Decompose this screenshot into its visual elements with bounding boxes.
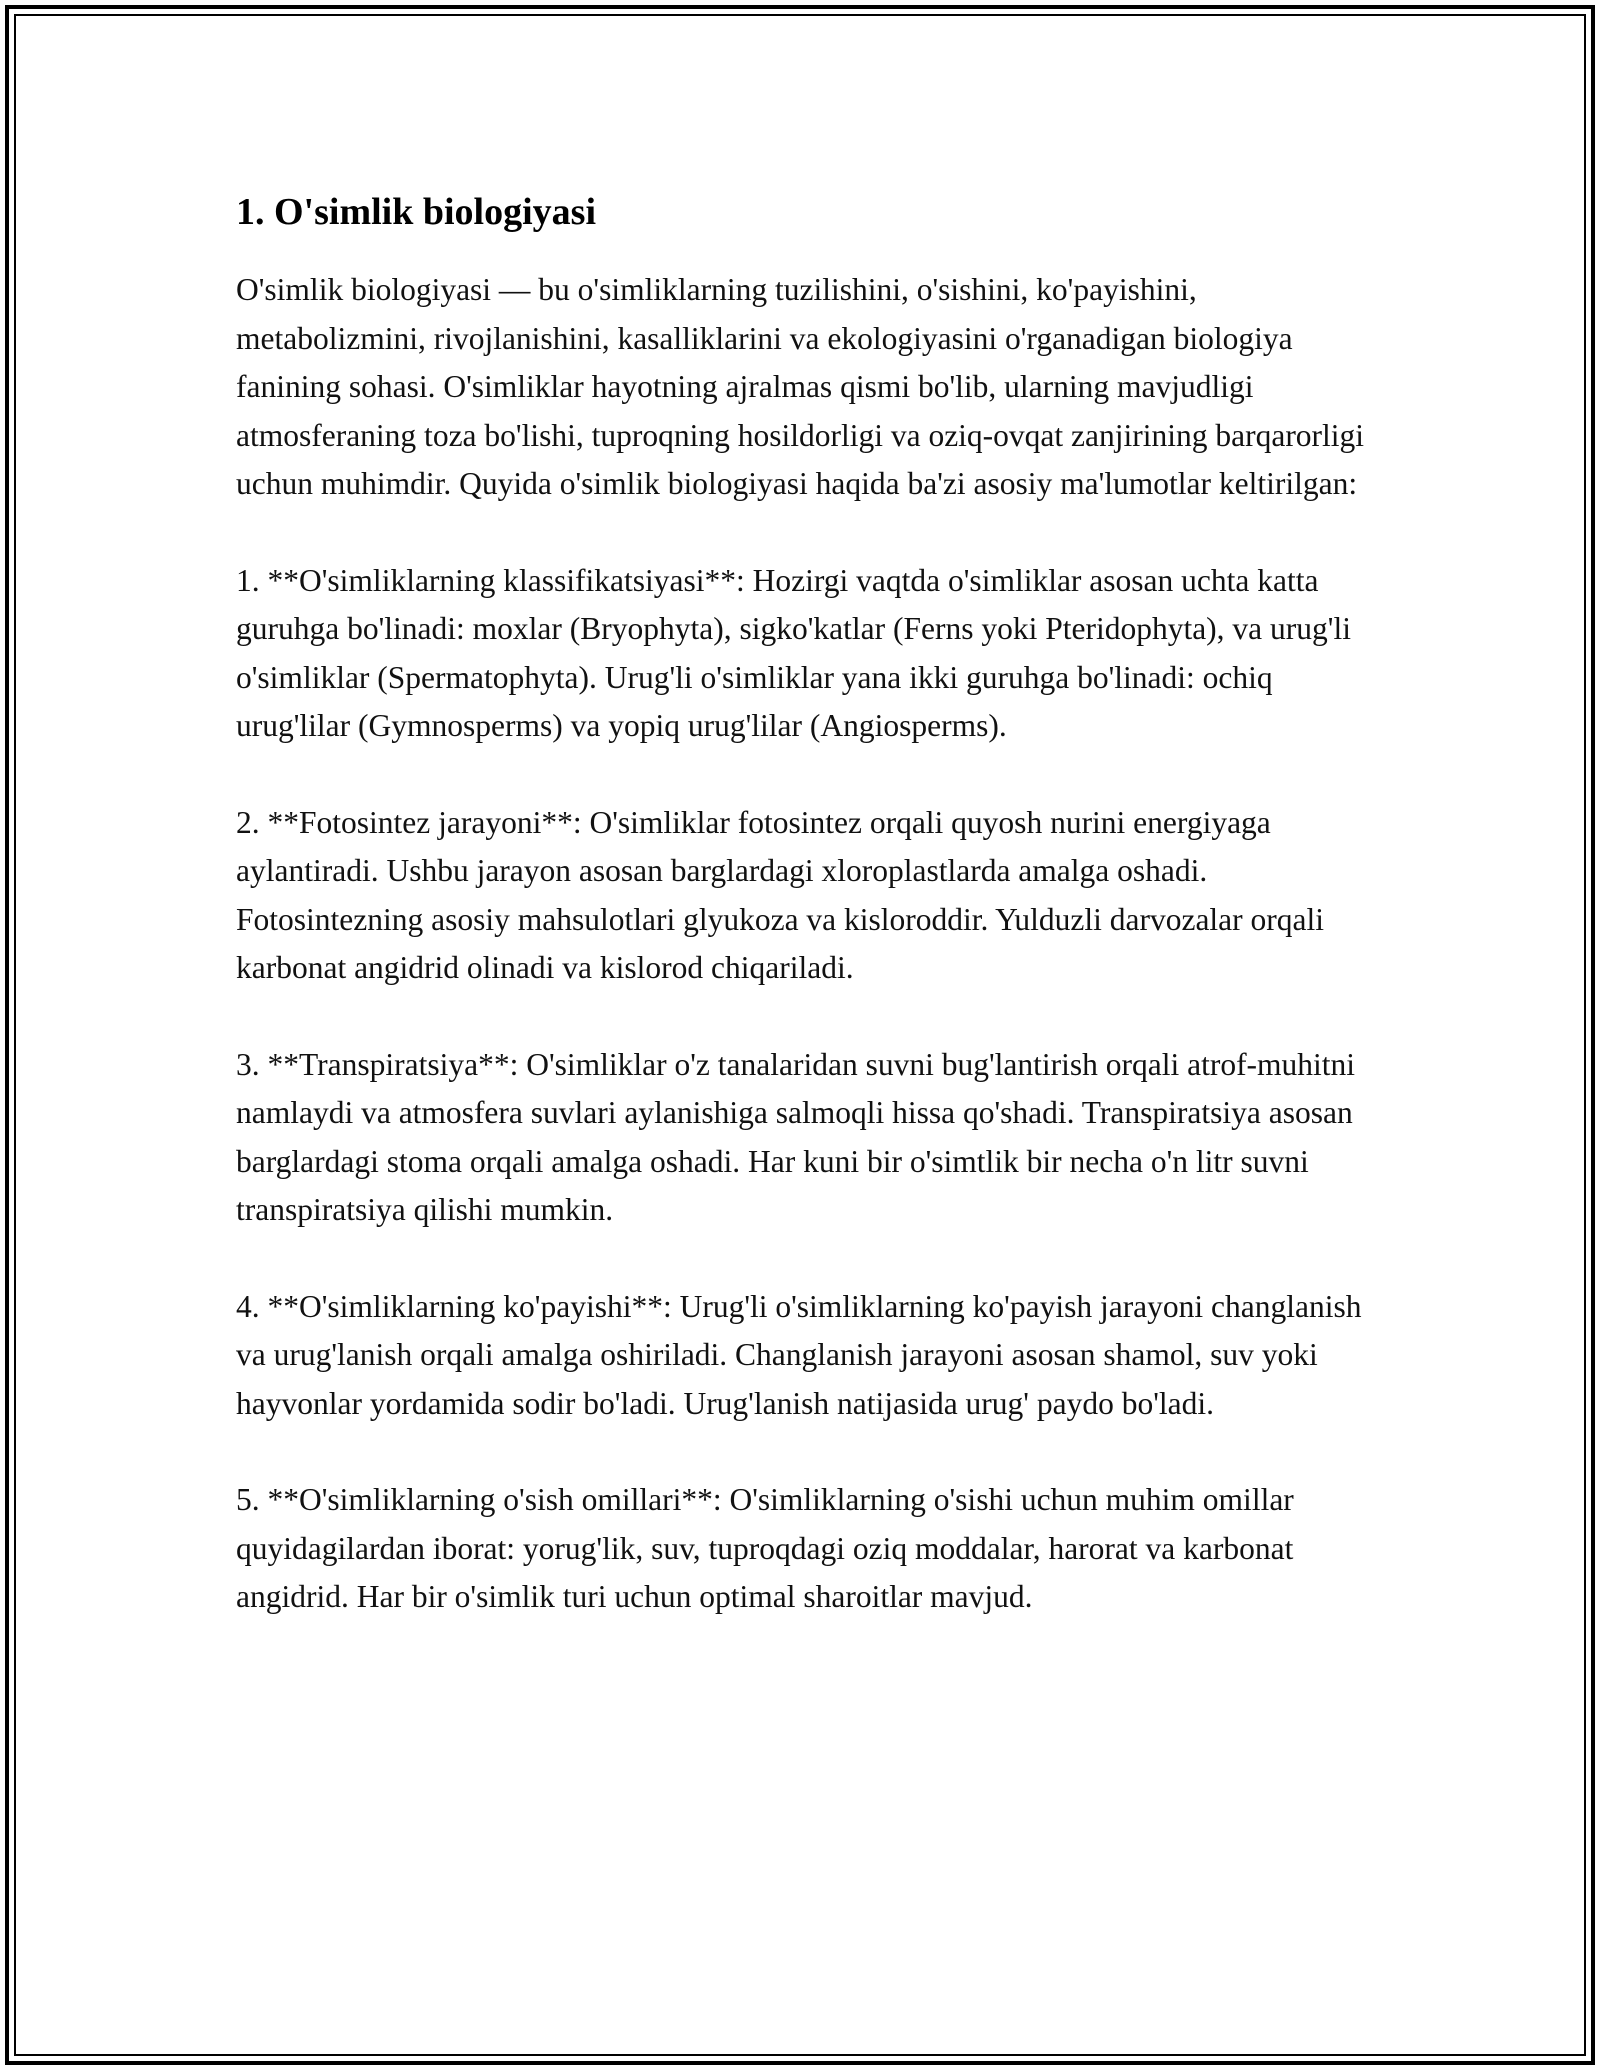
list-item-transpiration: 3. **Transpiratsiya**: O'simliklar o'z tanalaridan suvni bug'lantirish orqali atrof-muhitni namlaydi va atmosfera suvlari aylanishiga salmoqli hissa qo'shadi. Transpiratsiya asosan barglardagi stoma orqali amalga oshadi. Har kuni bir o'simtlik bir necha o'n litr suvni transpiratsiya qilishi mumkin. <box>236 1046 1356 1227</box>
list-item-reproduction: 4. **O'simliklarning ko'payishi**: Urug'li o'simliklarning ko'payish jarayoni changlanish va urug'lanish orqali amalga oshiriladi. Changlanish jarayoni asosan shamol, suv yoki hayvonlar yordamida sodir bo'ladi. Urug'lanish natijasida urug' paydo bo'ladi. <box>236 1288 1362 1421</box>
list-item-photosynthesis: 2. **Fotosintez jarayoni**: O'simliklar fotosintez orqali quyosh nurini energiyaga aylantiradi. Ushbu jarayon asosan barglardagi xloroplastlarda amalga oshadi. Fotosintezning asosiy mahsulotlari glyukoza va kisloroddir. Yulduzli darvozalar orqali karbonat angidrid olinadi va kislorod chiqariladi. <box>236 804 1324 985</box>
section-heading: 1. O'simlik biologiyasi <box>236 191 597 233</box>
document-body <box>236 186 1376 1670</box>
list-item-growth-factors: 5. **O'simliklarning o'sish omillari**: O'simliklarning o'sishi uchun muhim omillar quyidagilardan iborat: yorug'lik, suv, tuproqdagi oziq moddalar, harorat va karbonat angidrid. Har bir o'simlik turi uchun optimal sharoitlar mavjud. <box>236 1482 1294 1614</box>
intro-paragraph: O'simlik biologiyasi — bu o'simliklarning tuzilishini, o'sishini, ko'payishini, metabolizmini, rivojlanishini, kasalliklarini va ekologiyasini o'rganadigan biologiya fanining sohasi. O'simliklar hayotning ajralmas qismi bo'lib, ularning mavjudligi atmosferaning toza bo'lishi, tuproqning hosildorligi va oziq-ovqat zanjirining barqarorligi uchun muhimdir. Quyida o'simlik biologiyasi haqida ba'zi asosiy ma'lumotlar keltirilgan: <box>236 272 1365 501</box>
list-item-classification: 1. **O'simliklarning klassifikatsiyasi**: Hozirgi vaqtda o'simliklar asosan uchta katta guruhga bo'linadi: moxlar (Bryophyta), sigko'katlar (Ferns yoki Pteridophyta), va urug'li o'simliklar (Spermatophyta). Urug'li o'simliklar yana ikki guruhga bo'linadi: ochiq urug'lilar (Gymnosperms) va yopiq urug'lilar (Angiosperms). <box>236 562 1351 743</box>
